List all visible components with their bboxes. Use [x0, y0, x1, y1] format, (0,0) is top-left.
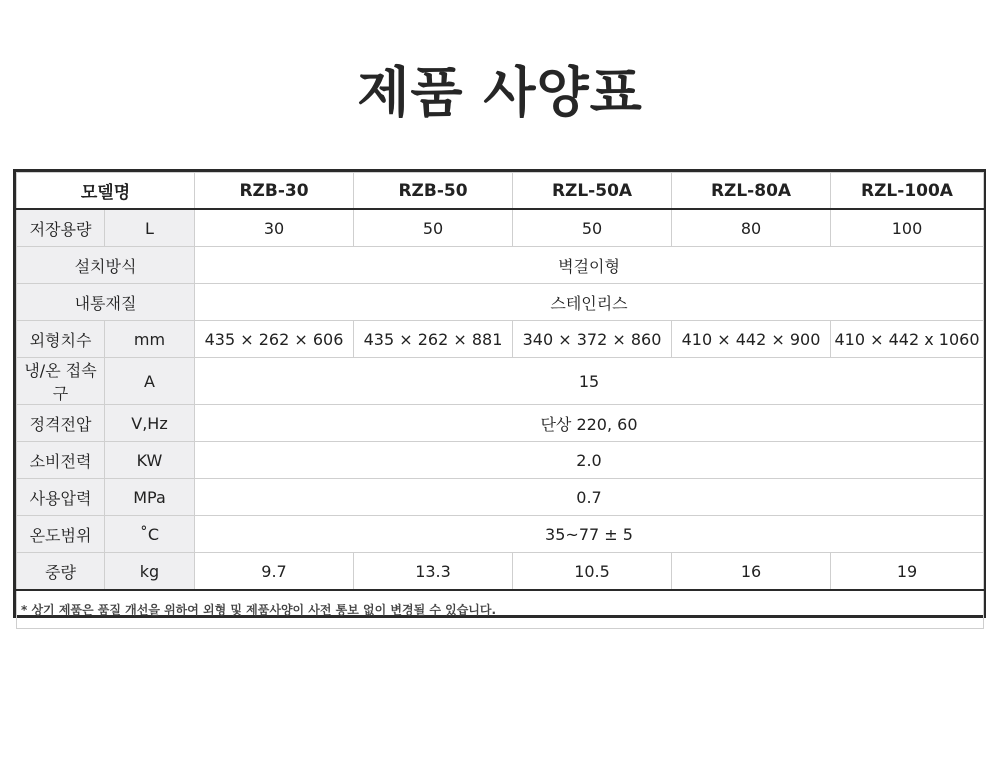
cell-value: 340 × 372 × 860 [513, 321, 672, 358]
cell-value: 35~77 ± 5 [195, 516, 984, 553]
cell-value: 0.7 [195, 479, 984, 516]
spec-table [13, 169, 986, 618]
model-name: RZL-50A [513, 173, 672, 210]
table-row [17, 405, 984, 442]
row-label: 저장용량 [17, 209, 105, 247]
cell-value: 50 [513, 209, 672, 247]
row-label: 온도범위 [17, 516, 105, 553]
row-label: 중량 [17, 553, 105, 591]
table-row [17, 284, 984, 321]
cell-value: 9.7 [195, 553, 354, 591]
row-label: 내통재질 [17, 284, 195, 321]
table-row [17, 442, 984, 479]
table-row [17, 321, 984, 358]
row-unit: ˚C [105, 516, 195, 553]
cell-value: 벽걸이형 [195, 247, 984, 284]
table-row [17, 247, 984, 284]
cell-value: 13.3 [354, 553, 513, 591]
model-name: RZL-80A [672, 173, 831, 210]
note-row [17, 590, 984, 629]
cell-value: 80 [672, 209, 831, 247]
row-label: 설치방식 [17, 247, 195, 284]
table-row [17, 553, 984, 591]
cell-value: 435 × 262 × 606 [195, 321, 354, 358]
cell-value: 435 × 262 × 881 [354, 321, 513, 358]
row-label: 외형치수 [17, 321, 105, 358]
row-unit: A [105, 358, 195, 405]
row-unit: KW [105, 442, 195, 479]
model-name: RZB-30 [195, 173, 354, 210]
table-row [17, 516, 984, 553]
row-label: 냉/온 접속구 [17, 358, 105, 405]
cell-value: 15 [195, 358, 984, 405]
cell-value: 2.0 [195, 442, 984, 479]
table-row [17, 209, 984, 247]
cell-value: 410 × 442 × 900 [672, 321, 831, 358]
cell-value: 100 [831, 209, 984, 247]
cell-value: 10.5 [513, 553, 672, 591]
cell-value: 단상 220, 60 [195, 405, 984, 442]
footnote: * 상기 제품은 품질 개선을 위하여 외형 및 제품사양이 사전 통보 없이 변경될 수 있습니다. [17, 590, 984, 629]
cell-value: 50 [354, 209, 513, 247]
cell-value: 30 [195, 209, 354, 247]
row-label: 정격전압 [17, 405, 105, 442]
model-name: RZL-100A [831, 173, 984, 210]
row-unit: mm [105, 321, 195, 358]
model-name: RZB-50 [354, 173, 513, 210]
page-title: 제품 사양표 [357, 61, 643, 124]
row-unit: MPa [105, 479, 195, 516]
row-unit: kg [105, 553, 195, 591]
table-row [17, 479, 984, 516]
row-label: 사용압력 [17, 479, 105, 516]
cell-value: 16 [672, 553, 831, 591]
cell-value: 스테인리스 [195, 284, 984, 321]
header-row [17, 173, 984, 210]
row-unit: V,Hz [105, 405, 195, 442]
row-label: 소비전력 [17, 442, 105, 479]
model-label: 모델명 [17, 173, 195, 210]
row-unit: L [105, 209, 195, 247]
cell-value: 19 [831, 553, 984, 591]
table-row [17, 358, 984, 405]
cell-value: 410 × 442 x 1060 [831, 321, 984, 358]
